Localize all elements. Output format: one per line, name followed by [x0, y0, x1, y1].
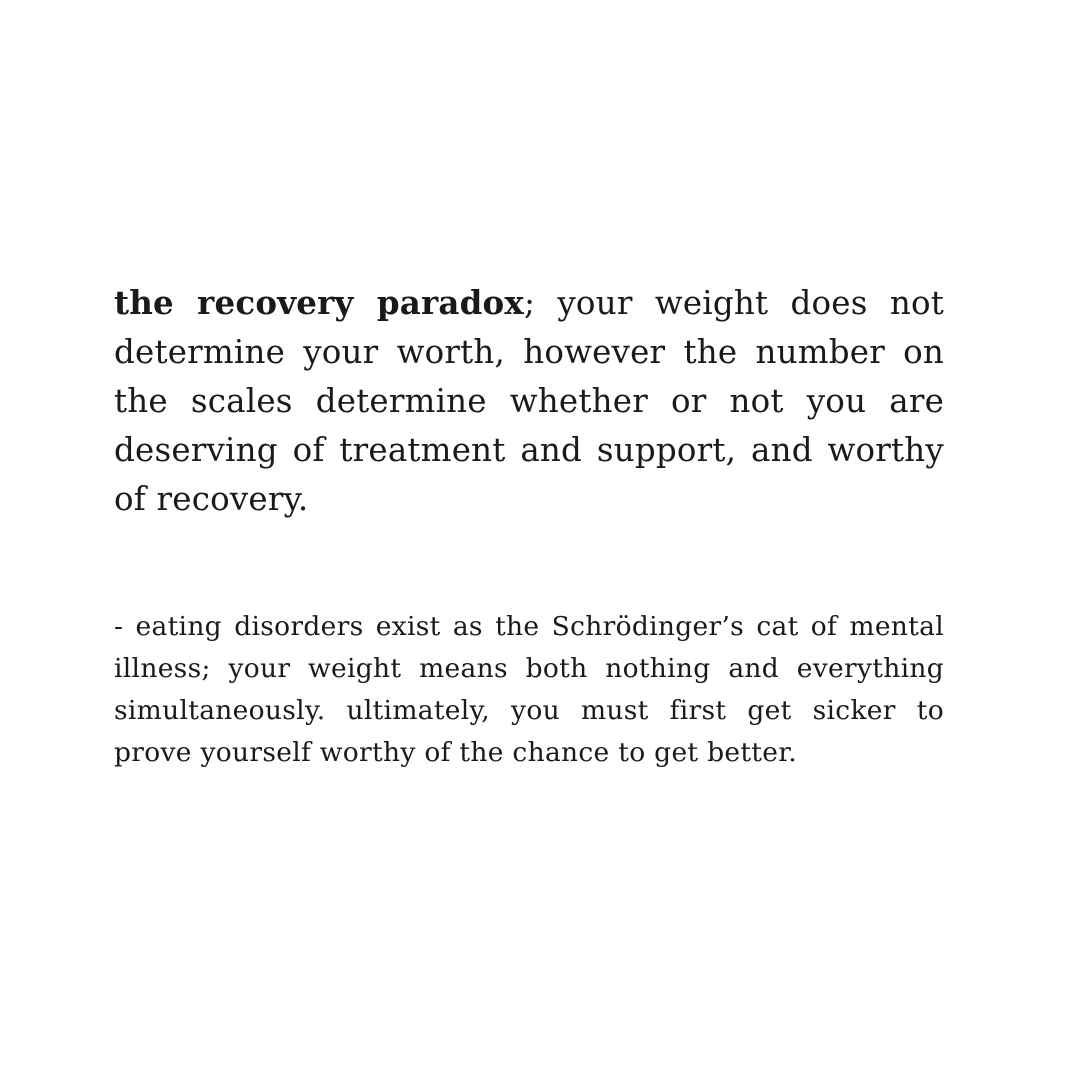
term-separator: ;: [523, 284, 536, 322]
definition-paragraph: [114, 278, 944, 524]
definition-text: your weight does not determine your worth, however the number on the scales determine whether or not you are deserving of treatment and support, and worthy of recovery.: [114, 284, 944, 518]
commentary-paragraph: - eating disorders exist as the Schrödinger’s cat of mental illness; your weight means both nothing and everything simultaneously. ultimately, you must first get sicker to prove yourself worthy of the chance to get better.: [114, 611, 944, 768]
defined-term: the recovery paradox: [114, 283, 524, 322]
